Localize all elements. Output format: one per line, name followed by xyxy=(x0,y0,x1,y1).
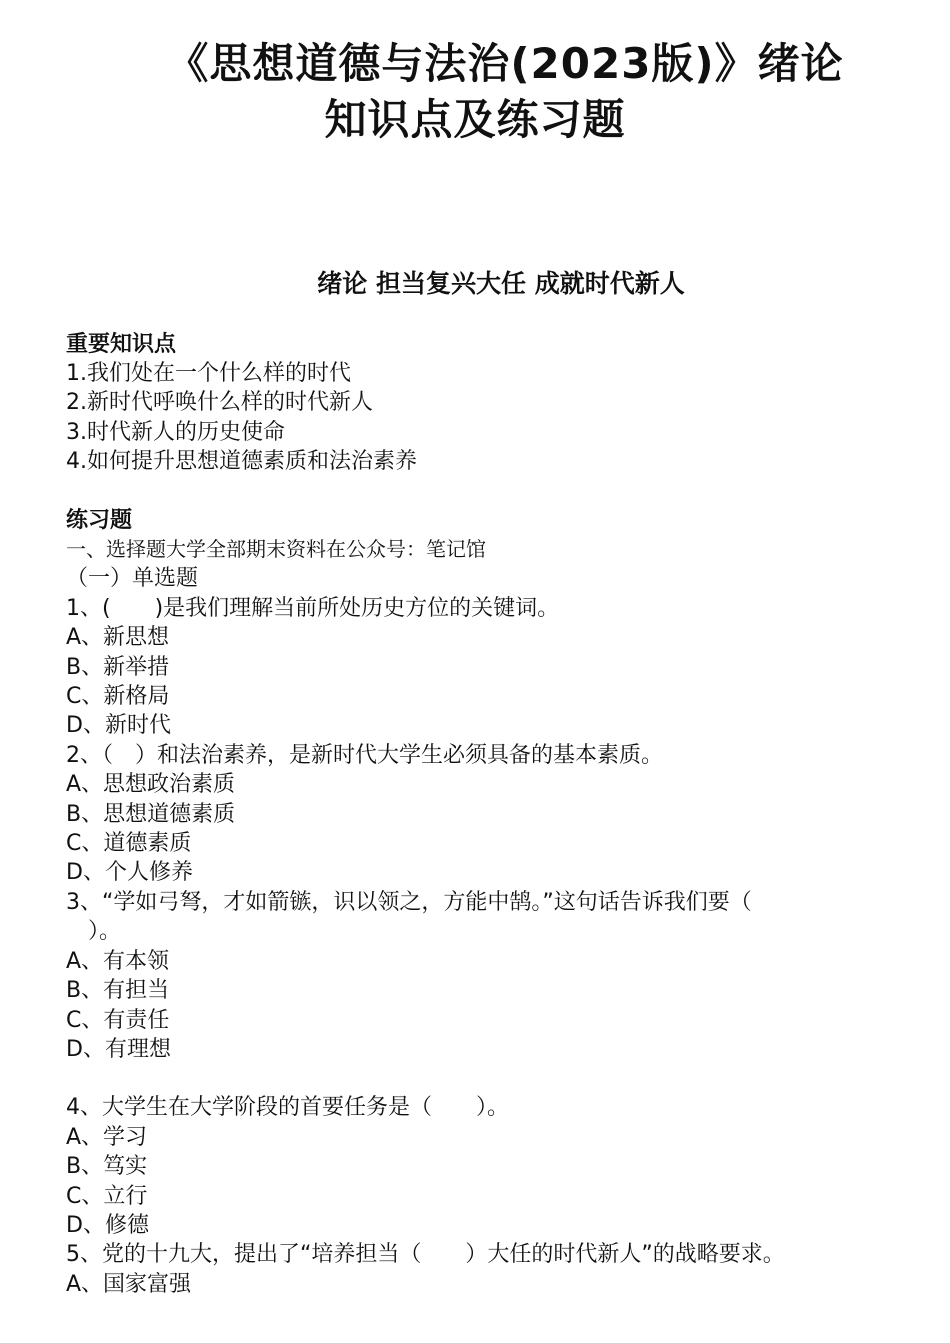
knowledge-item: 1.我们处在一个什么样的时代 xyxy=(66,361,351,386)
question-3-option-c: C、有责任 xyxy=(66,1007,170,1033)
document-title-line-1: 《思想道德与法治(2023版)》绪论 xyxy=(166,39,844,88)
question-4-stem: 4、大学生在大学阶段的首要任务是（ ）。 xyxy=(66,1095,509,1121)
knowledge-item: 3.时代新人的历史使命 xyxy=(66,419,285,445)
question-5-option-a: A、国家富强 xyxy=(66,1271,192,1297)
question-3-stem-continued: ）。 xyxy=(66,919,122,945)
knowledge-item: 2.新时代呼唤什么样的时代新人 xyxy=(66,390,373,416)
question-5-stem: 5、党的十九大，提出了“培养担当（ ）大任的时代新人”的战略要求。 xyxy=(66,1242,785,1268)
question-4-option-b: B、笃实 xyxy=(66,1154,148,1180)
chapter-title: 绪论 担当复兴大任 成就时代新人 xyxy=(317,269,685,298)
question-2-stem: 2、（ ）和法治素养，是新时代大学生必须具备的基本素质。 xyxy=(66,742,663,768)
question-1-stem: 1、( )是我们理解当前所处历史方位的关键词。 xyxy=(66,595,560,621)
knowledge-heading: 重要知识点 xyxy=(66,332,177,357)
question-2-option-c: C、道德素质 xyxy=(66,831,192,857)
exercise-heading: 练习题 xyxy=(66,508,133,533)
question-3-option-b: B、有担当 xyxy=(66,978,170,1004)
question-1-option-b: B、新举措 xyxy=(66,654,170,680)
blank-line xyxy=(66,1064,910,1093)
question-3-stem: 3、“学如弓弩，才如箭镞，识以领之，方能中鹄。”这句话告诉我们要（ xyxy=(66,889,752,915)
subsection-heading: （一）单选题 xyxy=(66,566,199,592)
question-1-option-a: A、新思想 xyxy=(66,625,170,651)
question-2-option-b: B、思想道德素质 xyxy=(66,801,236,827)
exercise-section xyxy=(66,506,910,1299)
question-3-option-d: D、有理想 xyxy=(66,1036,171,1062)
document-title-line-2: 知识点及练习题 xyxy=(324,95,626,144)
question-3-option-a: A、有本领 xyxy=(66,948,170,974)
question-4-option-c: C、立行 xyxy=(66,1183,148,1209)
question-1-option-c: C、新格局 xyxy=(66,684,170,710)
question-4-option-a: A、学习 xyxy=(66,1124,148,1150)
question-1-option-d: D、新时代 xyxy=(66,713,171,739)
question-4-option-d: D、修德 xyxy=(66,1212,149,1238)
knowledge-item: 4.如何提升思想道德素质和法治素养 xyxy=(66,449,417,475)
section-heading: 一、选择题大学全部期末资料在公众号：笔记馆 xyxy=(66,537,486,561)
knowledge-section xyxy=(66,330,910,477)
question-2-option-d: D、个人修养 xyxy=(66,860,193,886)
question-2-option-a: A、思想政治素质 xyxy=(66,772,236,798)
